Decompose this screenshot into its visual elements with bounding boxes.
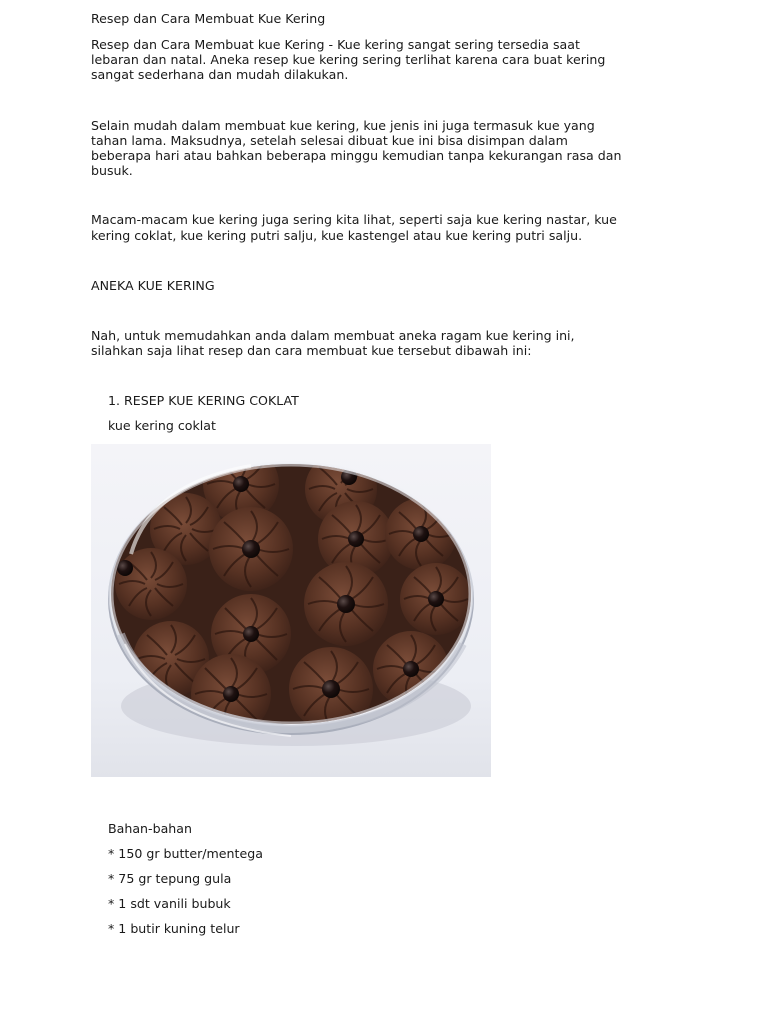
recipe-1-title: 1. RESEP KUE KERING COKLAT bbox=[108, 393, 299, 408]
paragraph-2-line-2: tahan lama. Maksudnya, setelah selesai dibuat kue ini bisa disimpan dalam bbox=[91, 133, 568, 148]
document-title: Resep dan Cara Membuat Kue Kering bbox=[91, 11, 326, 26]
paragraph-4-line-2: silahkan saja lihat resep dan cara membuat kue tersebut dibawah ini: bbox=[91, 343, 532, 358]
paragraph-3-line-1: Macam-macam kue kering juga sering kita lihat, seperti saja kue kering nastar, kue bbox=[91, 212, 617, 227]
paragraph-3-line-2: kering coklat, kue kering putri salju, kue kastengel atau kue kering putri salju. bbox=[91, 228, 583, 243]
ingredient-item: * 1 sdt vanili bubuk bbox=[108, 896, 231, 911]
intro-line-3: sangat sederhana dan mudah dilakukan. bbox=[91, 67, 349, 82]
recipe-1-caption: kue kering coklat bbox=[108, 418, 216, 433]
ingredients-heading: Bahan-bahan bbox=[108, 821, 192, 836]
paragraph-4-line-1: Nah, untuk memudahkan anda dalam membuat aneka ragam kue kering ini, bbox=[91, 328, 575, 343]
chocolate-cookie-photo bbox=[91, 444, 491, 777]
ingredient-item: * 75 gr tepung gula bbox=[108, 871, 232, 886]
ingredient-item: * 150 gr butter/mentega bbox=[108, 846, 263, 861]
paragraph-2-line-4: busuk. bbox=[91, 163, 133, 178]
intro-line-2: lebaran dan natal. Aneka resep kue kering sering terlihat karena cara buat kering bbox=[91, 52, 606, 67]
ingredient-item: * 1 butir kuning telur bbox=[108, 921, 240, 936]
paragraph-2-line-3: beberapa hari atau bahkan beberapa minggu kemudian tanpa kekurangan rasa dan bbox=[91, 148, 622, 163]
paragraph-2-line-1: Selain mudah dalam membuat kue kering, kue jenis ini juga termasuk kue yang bbox=[91, 118, 595, 133]
section-heading: ANEKA KUE KERING bbox=[91, 278, 215, 293]
intro-line-1: Resep dan Cara Membuat kue Kering - Kue kering sangat sering tersedia saat bbox=[91, 37, 580, 52]
